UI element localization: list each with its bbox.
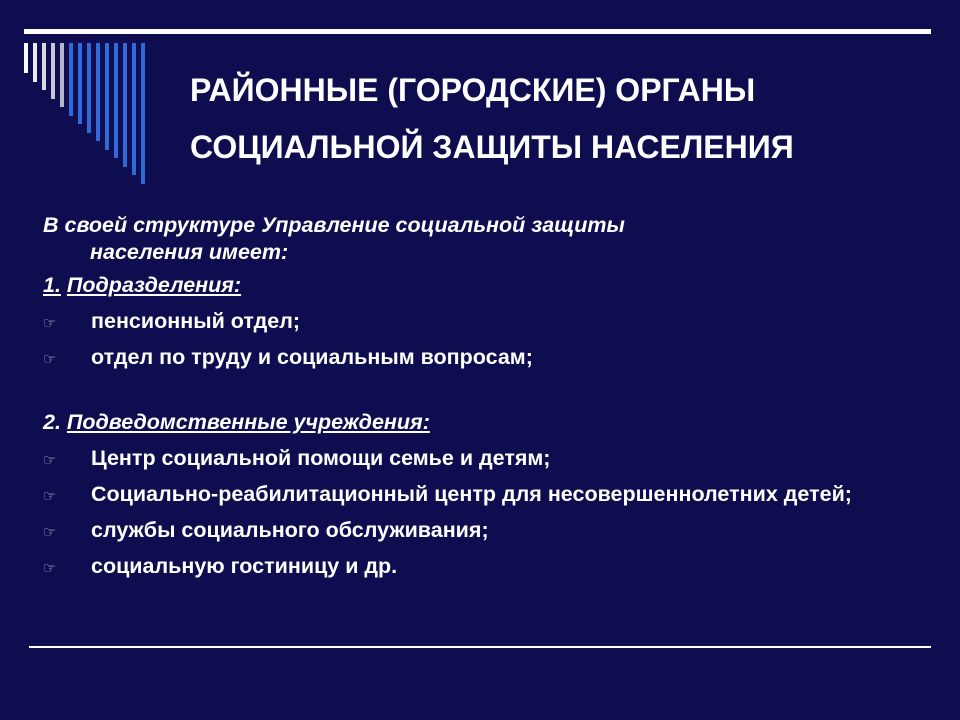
list-item xyxy=(43,344,923,371)
decorative-stripe xyxy=(123,43,127,167)
pointing-hand-icon: ☞ xyxy=(43,351,57,368)
list-item xyxy=(43,445,923,472)
slide-title xyxy=(190,62,930,176)
section-number-2: 2. xyxy=(43,410,61,434)
title-line-1: РАЙОННЫЕ (ГОРОДСКИЕ) ОРГАНЫ xyxy=(190,72,756,108)
section-number-1: 1. xyxy=(43,273,61,297)
list-item-text: Центр социальной помощи семье и детям; xyxy=(91,446,551,470)
pointing-hand-icon: ☞ xyxy=(43,315,57,332)
decorative-stripe xyxy=(132,43,136,175)
list-item xyxy=(43,517,923,544)
decorative-stripe xyxy=(114,43,118,158)
decorative-stripe xyxy=(69,43,73,116)
decorative-stripe xyxy=(33,43,37,82)
decorative-stripes xyxy=(24,43,164,193)
title-line-2: СОЦИАЛЬНОЙ ЗАЩИТЫ НАСЕЛЕНИЯ xyxy=(190,129,794,165)
intro-text xyxy=(43,212,923,266)
decorative-stripe xyxy=(141,43,145,184)
pointing-hand-icon: ☞ xyxy=(43,560,57,577)
list-item xyxy=(43,553,923,580)
decorative-stripe xyxy=(42,43,46,90)
list-item-text: Социально-реабилитационный центр для несовершеннолетних детей; xyxy=(91,482,852,506)
decorative-stripe xyxy=(87,43,91,133)
slide-body xyxy=(43,212,923,589)
list-item-text: отдел по труду и социальным вопросам; xyxy=(91,345,533,369)
list-item-text: социальную гостиницу и др. xyxy=(91,554,398,578)
decorative-stripe xyxy=(24,43,28,73)
section-heading-2 xyxy=(43,409,923,436)
list-item xyxy=(43,481,923,508)
bottom-rule xyxy=(29,646,931,648)
section-heading-1 xyxy=(43,272,923,299)
top-rule xyxy=(24,29,931,34)
section-list-1 xyxy=(43,308,923,371)
pointing-hand-icon: ☞ xyxy=(43,524,57,541)
intro-line-1: В своей структуре Управление социальной защиты xyxy=(43,213,625,237)
intro-line-2: населения имеет: xyxy=(90,240,289,264)
decorative-stripe xyxy=(96,43,100,141)
pointing-hand-icon: ☞ xyxy=(43,452,57,469)
decorative-stripe xyxy=(78,43,82,124)
section-title-1: Подразделения: xyxy=(66,273,242,297)
decorative-stripe xyxy=(51,43,55,99)
decorative-stripe xyxy=(105,43,109,150)
pointing-hand-icon: ☞ xyxy=(43,488,57,505)
list-item-text: службы социального обслуживания; xyxy=(91,518,489,542)
section-title-2: Подведомственные учреждения: xyxy=(66,410,430,434)
list-item-text: пенсионный отдел; xyxy=(91,309,301,333)
list-item xyxy=(43,308,923,335)
section-list-2 xyxy=(43,445,923,580)
decorative-stripe xyxy=(60,43,64,107)
